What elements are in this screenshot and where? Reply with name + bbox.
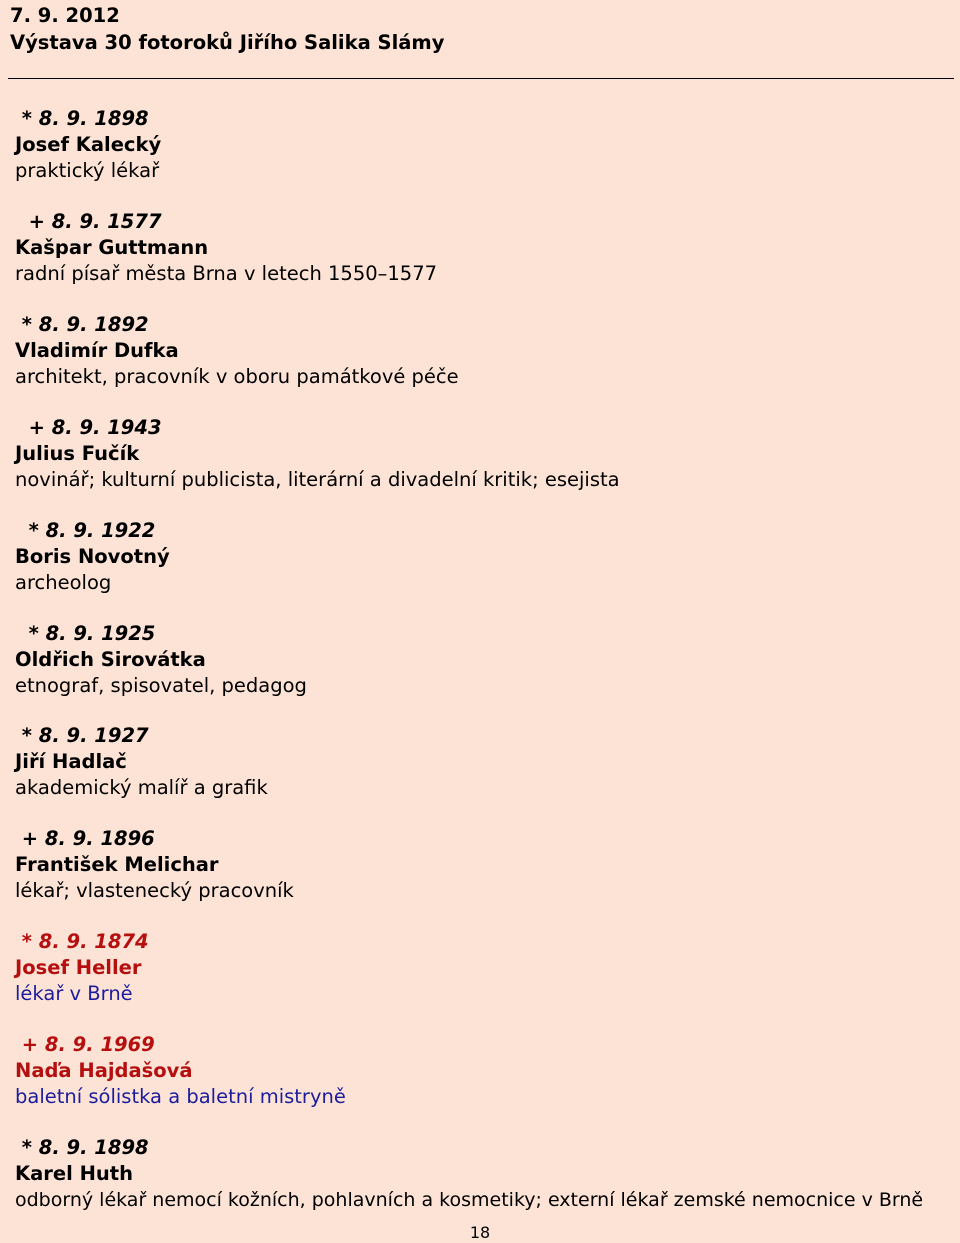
header-date: 7. 9. 2012 <box>10 4 120 27</box>
entry-name: František Melichar <box>15 853 219 876</box>
entry-name: Kašpar Guttmann <box>15 236 209 259</box>
page-header <box>10 2 444 56</box>
entry-name: Jiří Hadlač <box>15 750 127 773</box>
entry-6 <box>15 621 307 699</box>
entry-name: Karel Huth <box>15 1162 133 1185</box>
entry-name: Boris Novotný <box>15 545 170 568</box>
entry-description: akademický malíř a grafik <box>15 776 268 799</box>
entry-description: lékař; vlastenecký pracovník <box>15 879 294 902</box>
entry-date: * 8. 9. 1927 <box>15 724 149 747</box>
entry-description: praktický lékař <box>15 159 160 182</box>
entry-description: architekt, pracovník v oboru památkové péče <box>15 365 459 388</box>
entry-8 <box>15 826 294 904</box>
entry-3 <box>15 312 459 390</box>
entry-description: etnograf, spisovatel, pedagog <box>15 674 307 697</box>
entry-name: Josef Heller <box>15 956 142 979</box>
entry-name: Julius Fučík <box>15 442 140 465</box>
header-title: Výstava 30 fotoroků Jiřího Salika Slámy <box>10 31 445 54</box>
entry-date: * 8. 9. 1874 <box>15 930 149 953</box>
entry-7 <box>15 723 268 801</box>
entry-5 <box>15 518 170 596</box>
entry-4 <box>15 415 620 493</box>
entry-date: * 8. 9. 1925 <box>15 622 156 645</box>
entry-name: Naďa Hajdašová <box>15 1059 193 1082</box>
entry-description: radní písař města Brna v letech 1550–1577 <box>15 262 438 285</box>
entry-9 <box>15 929 149 1007</box>
entry-date: + 8. 9. 1896 <box>15 827 155 850</box>
entry-name: Vladimír Dufka <box>15 339 179 362</box>
entry-name: Josef Kalecký <box>15 133 162 156</box>
entry-description: baletní sólistka a baletní mistryně <box>15 1085 346 1108</box>
header-divider <box>8 78 954 79</box>
entry-description: odborný lékař nemocí kožních, pohlavních a kosmetiky; externí lékař zemské nemocnice v Brně <box>15 1189 924 1211</box>
entry-description: archeolog <box>15 571 112 594</box>
entry-description: novinář; kulturní publicista, literární a divadelní kritik; esejista <box>15 468 620 491</box>
entry-date: * 8. 9. 1892 <box>15 313 149 336</box>
entry-date: + 8. 9. 1969 <box>15 1033 155 1056</box>
entry-11 <box>15 1135 923 1213</box>
page-number: 18 <box>469 1223 491 1242</box>
entry-1 <box>15 106 161 184</box>
entry-2 <box>15 209 437 287</box>
entry-date: * 8. 9. 1898 <box>15 107 149 130</box>
entry-date: * 8. 9. 1898 <box>15 1136 149 1159</box>
entry-description: lékař v Brně <box>15 982 133 1005</box>
entry-date: * 8. 9. 1922 <box>15 519 156 542</box>
entry-name: Oldřich Sirovátka <box>15 648 206 671</box>
entry-date: + 8. 9. 1577 <box>15 210 162 233</box>
entry-10 <box>15 1032 346 1110</box>
entry-date: + 8. 9. 1943 <box>15 416 162 439</box>
